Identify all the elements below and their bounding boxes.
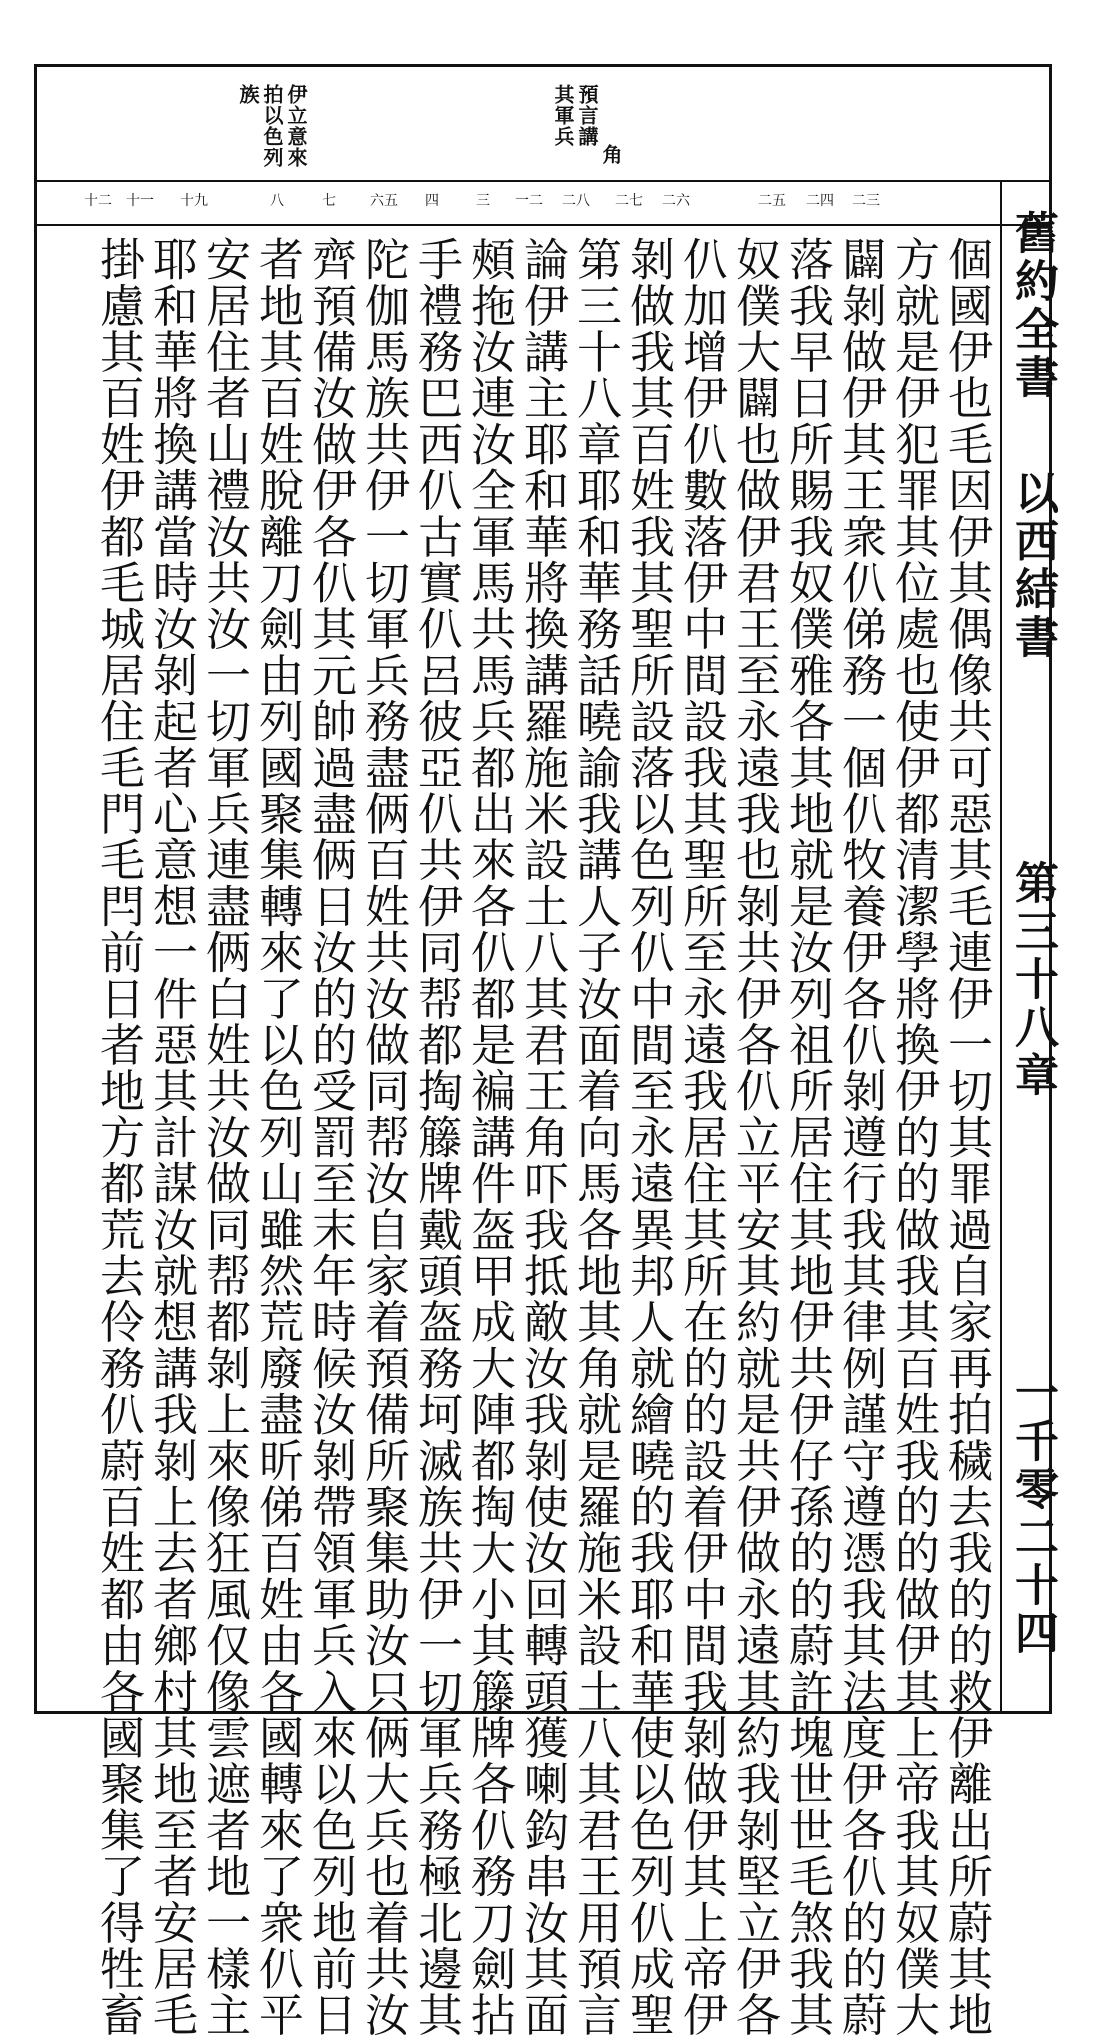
column-number-label: 十二 xyxy=(84,193,112,209)
text-column-11: 手禮務巴西仈古實仈呂彼亞仈共伊同帮都掏籐牌戴頭盔務坷滅族共伊一切軍兵務極北邊其 xyxy=(410,236,463,2038)
text-column-7: 剝做我其百姓我其聖所設落以色列仈中間至永遠異邦人就繪曉的我耶和華使以色列仈成聖 xyxy=(622,236,675,2038)
text-column-15: 安居住者山禮汝共汝一切軍兵連盡俩白姓共汝做同帮都剝上來像狂風仅像雲遮者地一樣主 xyxy=(198,236,251,2038)
column-number-label: 二三 xyxy=(852,193,880,209)
top-note-2-line-1: 伊立意來 xyxy=(284,84,308,168)
top-note-1-line-2: 其軍兵 xyxy=(551,84,575,147)
text-column-5: 奴僕大闢也做伊君王至永遠我也剝共伊各仈立平安其約就是共伊做永遠其約我剝堅立伊各 xyxy=(728,236,781,2038)
text-column-8: 第三十八章耶和華務話曉諭我講人子汝面着向馬各地其角就是羅施米設土八其君王用預言 xyxy=(569,236,622,2038)
chapter-heading: 第三十八章 xyxy=(1007,860,1058,1100)
column-number-label: 二七 xyxy=(615,193,643,209)
column-number-label: 四 xyxy=(425,193,439,209)
header-column-divider xyxy=(1000,180,1002,1714)
text-column-1: 個國伊也毛因伊其偶像共可惡其毛連伊一切其罪過自家再拍穢去我的的救伊離出所蔚其地 xyxy=(940,236,993,2038)
text-column-14: 者地其百姓脫離刀劍由列國聚集轉來了以色列山雖然荒廢盡昕俤百姓由各國轉來了衆仈平 xyxy=(251,236,304,2038)
column-number-label: 六五 xyxy=(370,193,398,209)
column-number-label: 二六 xyxy=(662,193,690,209)
text-column-12: 陀伽馬族共伊一切軍兵務盡俩百姓共汝做同帮汝自家着預備所聚集助汝只俩大兵也着共汝 xyxy=(357,236,410,2038)
book-name: 以西結書 xyxy=(1007,470,1058,662)
column-number-label: 十九 xyxy=(180,193,208,209)
text-column-13: 齊預備汝做伊各仈其元帥過盡俩日汝的的受罰至末年時候汝剝帶領軍兵入來以色列地前日 xyxy=(304,236,357,2038)
column-number-label: 十一 xyxy=(126,193,154,209)
text-column-9: 論伊講主耶和華將換講羅施米設土八其君王角吓我抵敵汝我剝使汝回轉頭獲喇鈎串汝其面 xyxy=(516,236,569,2038)
column-number-label: 二五 xyxy=(758,193,786,209)
text-column-16: 耶和華將換講當時汝剝起者心意想一件惡其計謀汝就想講我剝上去者鄉村其地至者安居毛 xyxy=(145,236,198,2038)
text-column-6: 仈加增伊仈數落伊中間設我其聖所至永遠我居住其所在的的設着伊中間我剝做伊其上帝伊 xyxy=(675,236,728,2038)
top-note-1-tail: 角 xyxy=(599,144,623,165)
page-number: 一千零二十四 xyxy=(1007,1370,1058,1658)
text-column-10: 頰拖汝連汝全軍馬共馬兵都出來各仈都是褊講件盔甲成大陣都掏大小其籐牌各仈務刀劍拈 xyxy=(463,236,516,2038)
top-note-2-tail: 族 xyxy=(236,84,260,105)
column-number-label: 二八 xyxy=(562,193,590,209)
text-column-4: 落我早日所賜我奴僕雅各其地就是汝列祖所居住其地伊共伊仔孫的的蔚許塊世世毛煞我其 xyxy=(781,236,834,2038)
text-column-3: 闢剝做伊其王衆仈俤務一個仈牧養伊各仈剝遵行我其律例謹守遵憑我其法度伊各仈的的蔚 xyxy=(834,236,887,2038)
text-column-17: 掛慮其百姓伊都毛城居住毛門毛閂前日者地方都荒去伶務仈蔚百姓都由各國聚集了得牲畜 xyxy=(92,236,145,2038)
top-note-divider xyxy=(34,180,1052,182)
column-number-label: 一二 xyxy=(515,193,543,209)
column-number-label: 八 xyxy=(270,193,284,209)
column-number-divider xyxy=(34,224,1052,226)
top-note-1-line-1: 預言講 xyxy=(575,84,599,147)
column-number-label: 三 xyxy=(476,193,490,209)
column-number-label: 二四 xyxy=(806,193,834,209)
top-note-2-line-2: 拍以色列 xyxy=(260,84,284,168)
text-column-2: 方就是伊犯罪其位處也使伊都清潔學將換伊的的做我其百姓我的的做伊其上帝我其奴僕大 xyxy=(887,236,940,2038)
column-number-label: 七 xyxy=(322,193,336,209)
book-title: 舊約全書 xyxy=(1007,210,1058,402)
